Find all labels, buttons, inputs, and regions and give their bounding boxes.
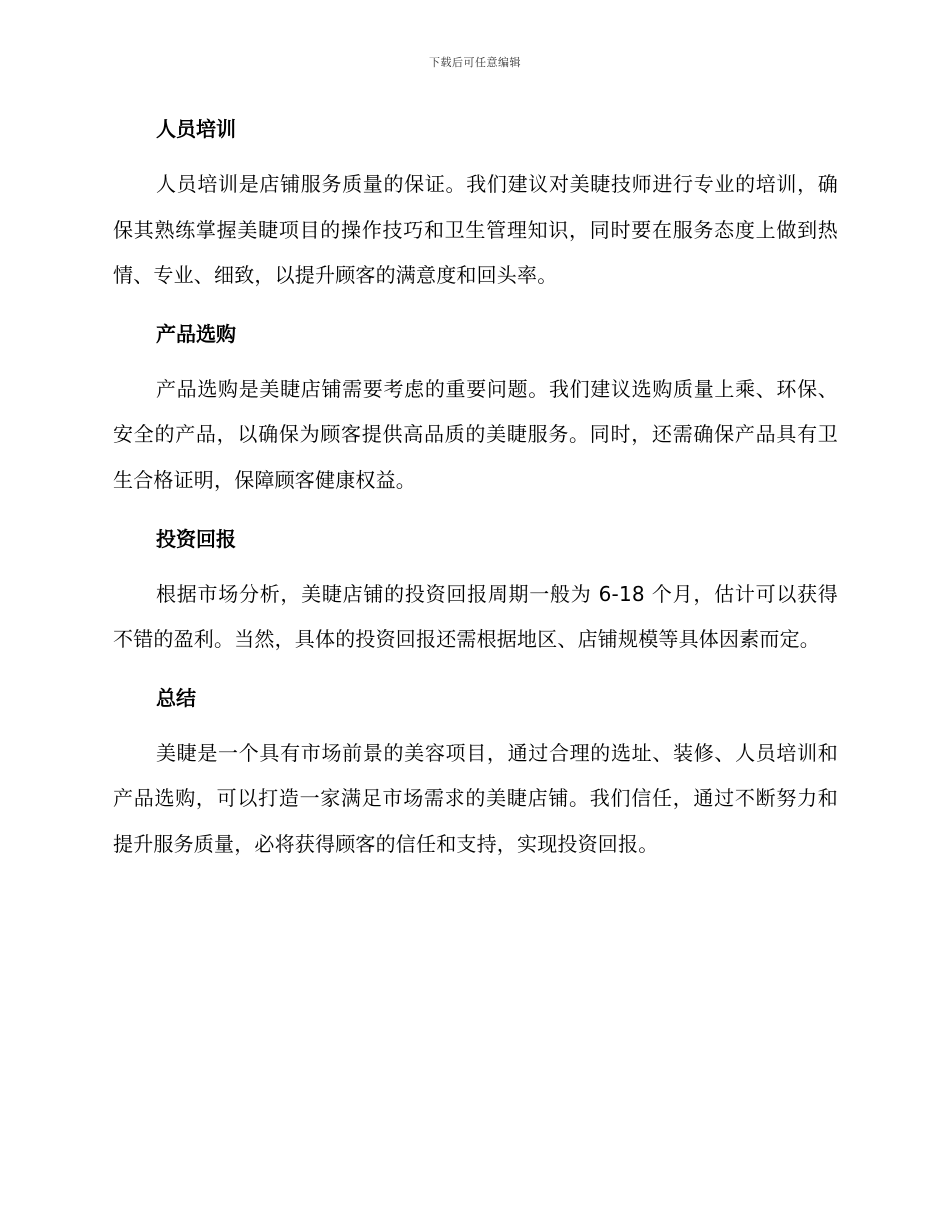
page-header-note: 下载后可任意编辑 [429, 56, 521, 69]
section-investment-return [113, 523, 838, 663]
section-paragraph: 产品选购是美睫店铺需要考虑的重要问题。我们建议选购质量上乘、环保、安全的产品，以确保为顾客提供高品质的美睫服务。同时，还需确保产品具有卫生合格证明，保障顾客健康权益。 [113, 376, 838, 492]
section-heading: 总结 [156, 685, 196, 710]
section-product-purchasing [113, 318, 838, 504]
section-paragraph: 根据市场分析，美睫店铺的投资回报周期一般为 6-18 个月，估计可以获得不错的盈利。当然，具体的投资回报还需根据地区、店铺规模等具体因素而定。 [113, 581, 838, 652]
section-heading: 产品选购 [156, 321, 236, 346]
section-staff-training [113, 113, 838, 299]
section-paragraph: 美睫是一个具有市场前景的美容项目，通过合理的选址、装修、人员培训和产品选购，可以打造一家满足市场需求的美睫店铺。我们信任，通过不断努力和提升服务质量，必将获得顾客的信任和支持，实现投资回报。 [113, 740, 838, 856]
section-summary [113, 682, 838, 868]
document-body [113, 113, 838, 887]
section-heading: 投资回报 [156, 526, 236, 551]
section-paragraph: 人员培训是店铺服务质量的保证。我们建议对美睫技师进行专业的培训，确保其熟练掌握美睫项目的操作技巧和卫生管理知识，同时要在服务态度上做到热情、专业、细致，以提升顾客的满意度和回头率。 [113, 172, 838, 288]
section-heading: 人员培训 [156, 117, 236, 141]
